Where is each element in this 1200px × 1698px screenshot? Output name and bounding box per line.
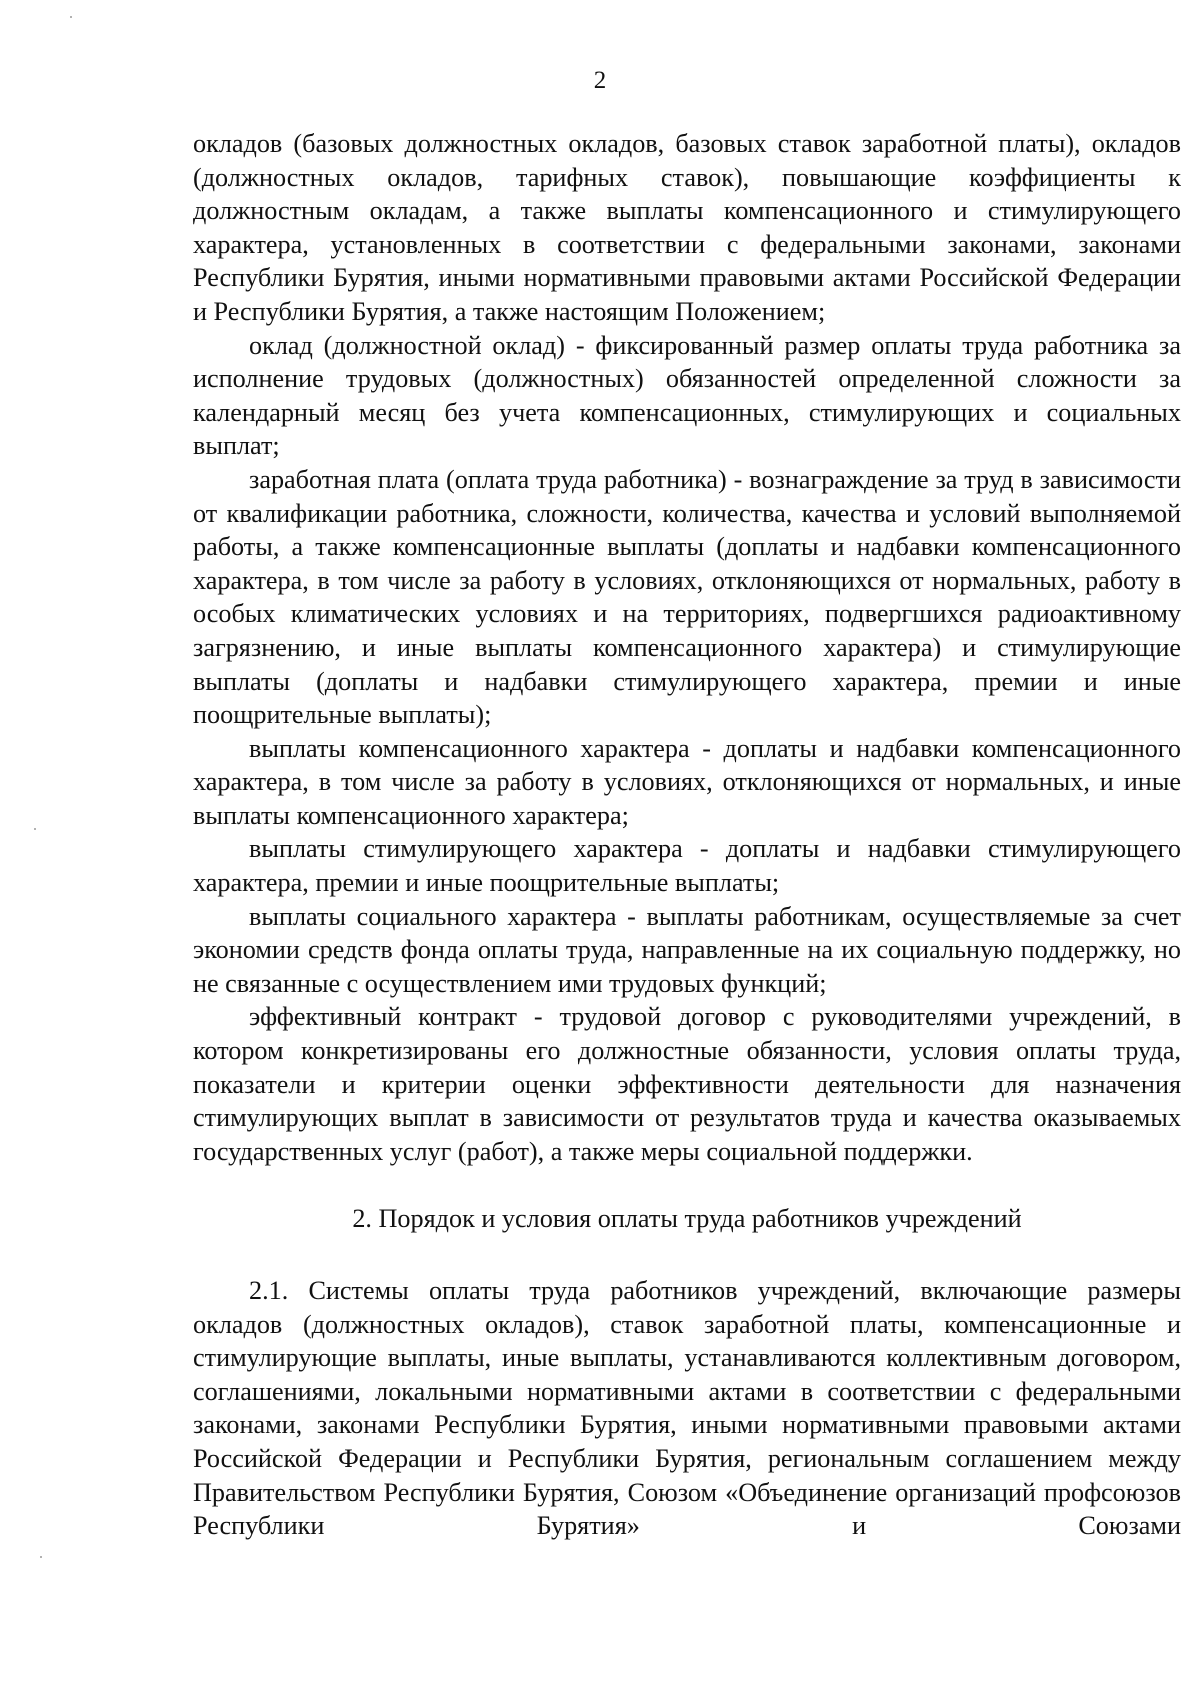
section-heading: 2. Порядок и условия оплаты труда работников учреждений (352, 1204, 1022, 1234)
paragraph-effective-contract: эффективный контракт - трудовой договор с руководителями учреждений, в котором конкретизированы его должностные обязанности, условия оплаты труда, показатели и критерии оценки эффективности деятельности для назначения стимулирующих выплат в зависимости от результатов труда и качества оказываемых государственных услуг (работ), а также меры социальной поддержки. (193, 1002, 1181, 1166)
paragraph-definitions-intro: окладов (базовых должностных окладов, базовых ставок заработной платы), окладов (должностных окладов, тарифных ставок), повышающие коэффициенты к должностным окладам, а также выплаты компенсационного и стимулирующего характера, установленных в соответствии с федеральными законами, законами Республики Бурятия, иными нормативными правовыми актами Российской Федерации и Республики Бурятия, а также настоящим Положением; (193, 129, 1181, 326)
page-number: 2 (593, 67, 607, 94)
document-body (193, 127, 1181, 1543)
paragraph-social-payments: выплаты социального характера - выплаты работникам, осуществляемые за счет экономии средств фонда оплаты труда, направленные на их социальную поддержку, но не связанные с осуществлением ими трудовых функций; (193, 901, 1181, 998)
paragraph-salary-definition: оклад (должностной оклад) - фиксированный размер оплаты труда работника за исполнение трудовых (должностных) обязанностей определенной сложности за календарный месяц без учета компенсационных, стимулирующих и социальных выплат; (193, 330, 1181, 461)
scan-speck (40, 1556, 42, 1558)
paragraph-wage-definition: заработная плата (оплата труда работника) - вознаграждение за труд в зависимости от квалификации работника, сложности, количества, качества и условий выполняемой работы, а также компенсационные выплаты (доплаты и надбавки компенсационного характера, в том числе за работу в условиях, отклоняющихся от нормальных, работу в особых климатических условиях и на территориях, подвергшихся радиоактивному загрязнению, и иные выплаты компенсационного характера) и стимулирующие выплаты (доплаты и надбавки стимулирующего характера, премии и иные поощрительные выплаты); (193, 464, 1181, 730)
scan-speck (34, 828, 36, 830)
paragraph-section-2-1: 2.1. Системы оплаты труда работников учреждений, включающие размеры окладов (должностных окладов), ставок заработной платы, компенсационные и стимулирующие выплаты, иные выплаты, устанавливаются коллективным договором, соглашениями, локальными нормативными актами в соответствии с федеральными законами, законами Республики Бурятия, иными нормативными правовыми актами Российской Федерации и Республики Бурятия, региональным соглашением между Правительством Республики Бурятия, Союзом «Объединение организаций профсоюзов Республики Бурятия» и Союзами (193, 1276, 1181, 1541)
scan-speck (70, 16, 72, 18)
paragraph-compensation-payments: выплаты компенсационного характера - доплаты и надбавки компенсационного характера, в том числе за работу в условиях, отклоняющихся от нормальных, и иные выплаты компенсационного характера; (193, 733, 1181, 830)
paragraph-incentive-payments: выплаты стимулирующего характера - доплаты и надбавки стимулирующего характера, премии и иные поощрительные выплаты; (193, 834, 1181, 898)
